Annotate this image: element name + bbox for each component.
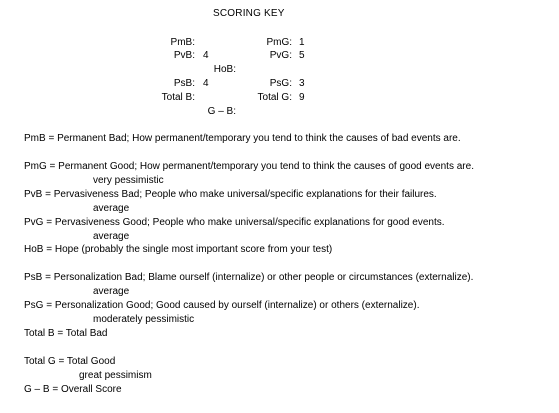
pmb-label: PmB: [170,37,195,48]
definition-hob: HoB = Hope (probably the single most important score from your test) [24,244,333,255]
rating-psb: average [93,286,130,297]
definition-total-b: Total B = Total Bad [24,328,108,339]
definition-pvg: PvG = Pervasiveness Good; People who make universal/specific explanations for good events. [24,217,445,228]
definition-psb: PsB = Personalization Bad; Blame ourself (internalize) or other people or circumstances (externalize). [24,272,474,283]
rating-pmg: very pessimistic [93,175,164,186]
psb-label: PsB: [173,78,195,89]
pmg-label: PmG: [266,37,292,48]
definition-g-minus-b: G – B = Overall Score [24,384,122,395]
total-b-label: Total B: [161,92,195,103]
pvb-label: PvB: [173,50,195,61]
rating-psg: moderately pessimistic [93,314,195,325]
definition-total-g: Total G = Total Good [24,356,116,367]
definition-pvb: PvB = Pervasiveness Bad; People who make universal/specific explanations for their failures. [24,189,437,200]
psb-value: 4 [203,78,209,89]
psg-value: 3 [299,78,305,89]
total-g-label: Total G: [257,92,292,103]
rating-pvg: average [93,231,130,242]
definition-pmg: PmG = Permanent Good; How permanent/temporary you tend to think the causes of good events are. [24,161,474,172]
g-minus-b-label: G – B: [207,106,236,117]
pvg-value: 5 [299,50,305,61]
page-title: SCORING KEY [213,8,285,19]
rating-pvb: average [93,203,130,214]
definition-psg: PsG = Personalization Good; Good caused by ourself (internalize) or others (externalize). [24,300,420,311]
psg-label: PsG: [269,78,292,89]
definition-pmb: PmB = Permanent Bad; How permanent/temporary you tend to think the causes of bad events are. [24,133,461,144]
pmg-value: 1 [299,37,305,48]
total-g-value: 9 [299,92,305,103]
pvg-label: PvG: [269,50,292,61]
rating-total-g: great pessimism [79,370,152,381]
hob-label: HoB: [213,64,236,75]
pvb-value: 4 [203,50,209,61]
